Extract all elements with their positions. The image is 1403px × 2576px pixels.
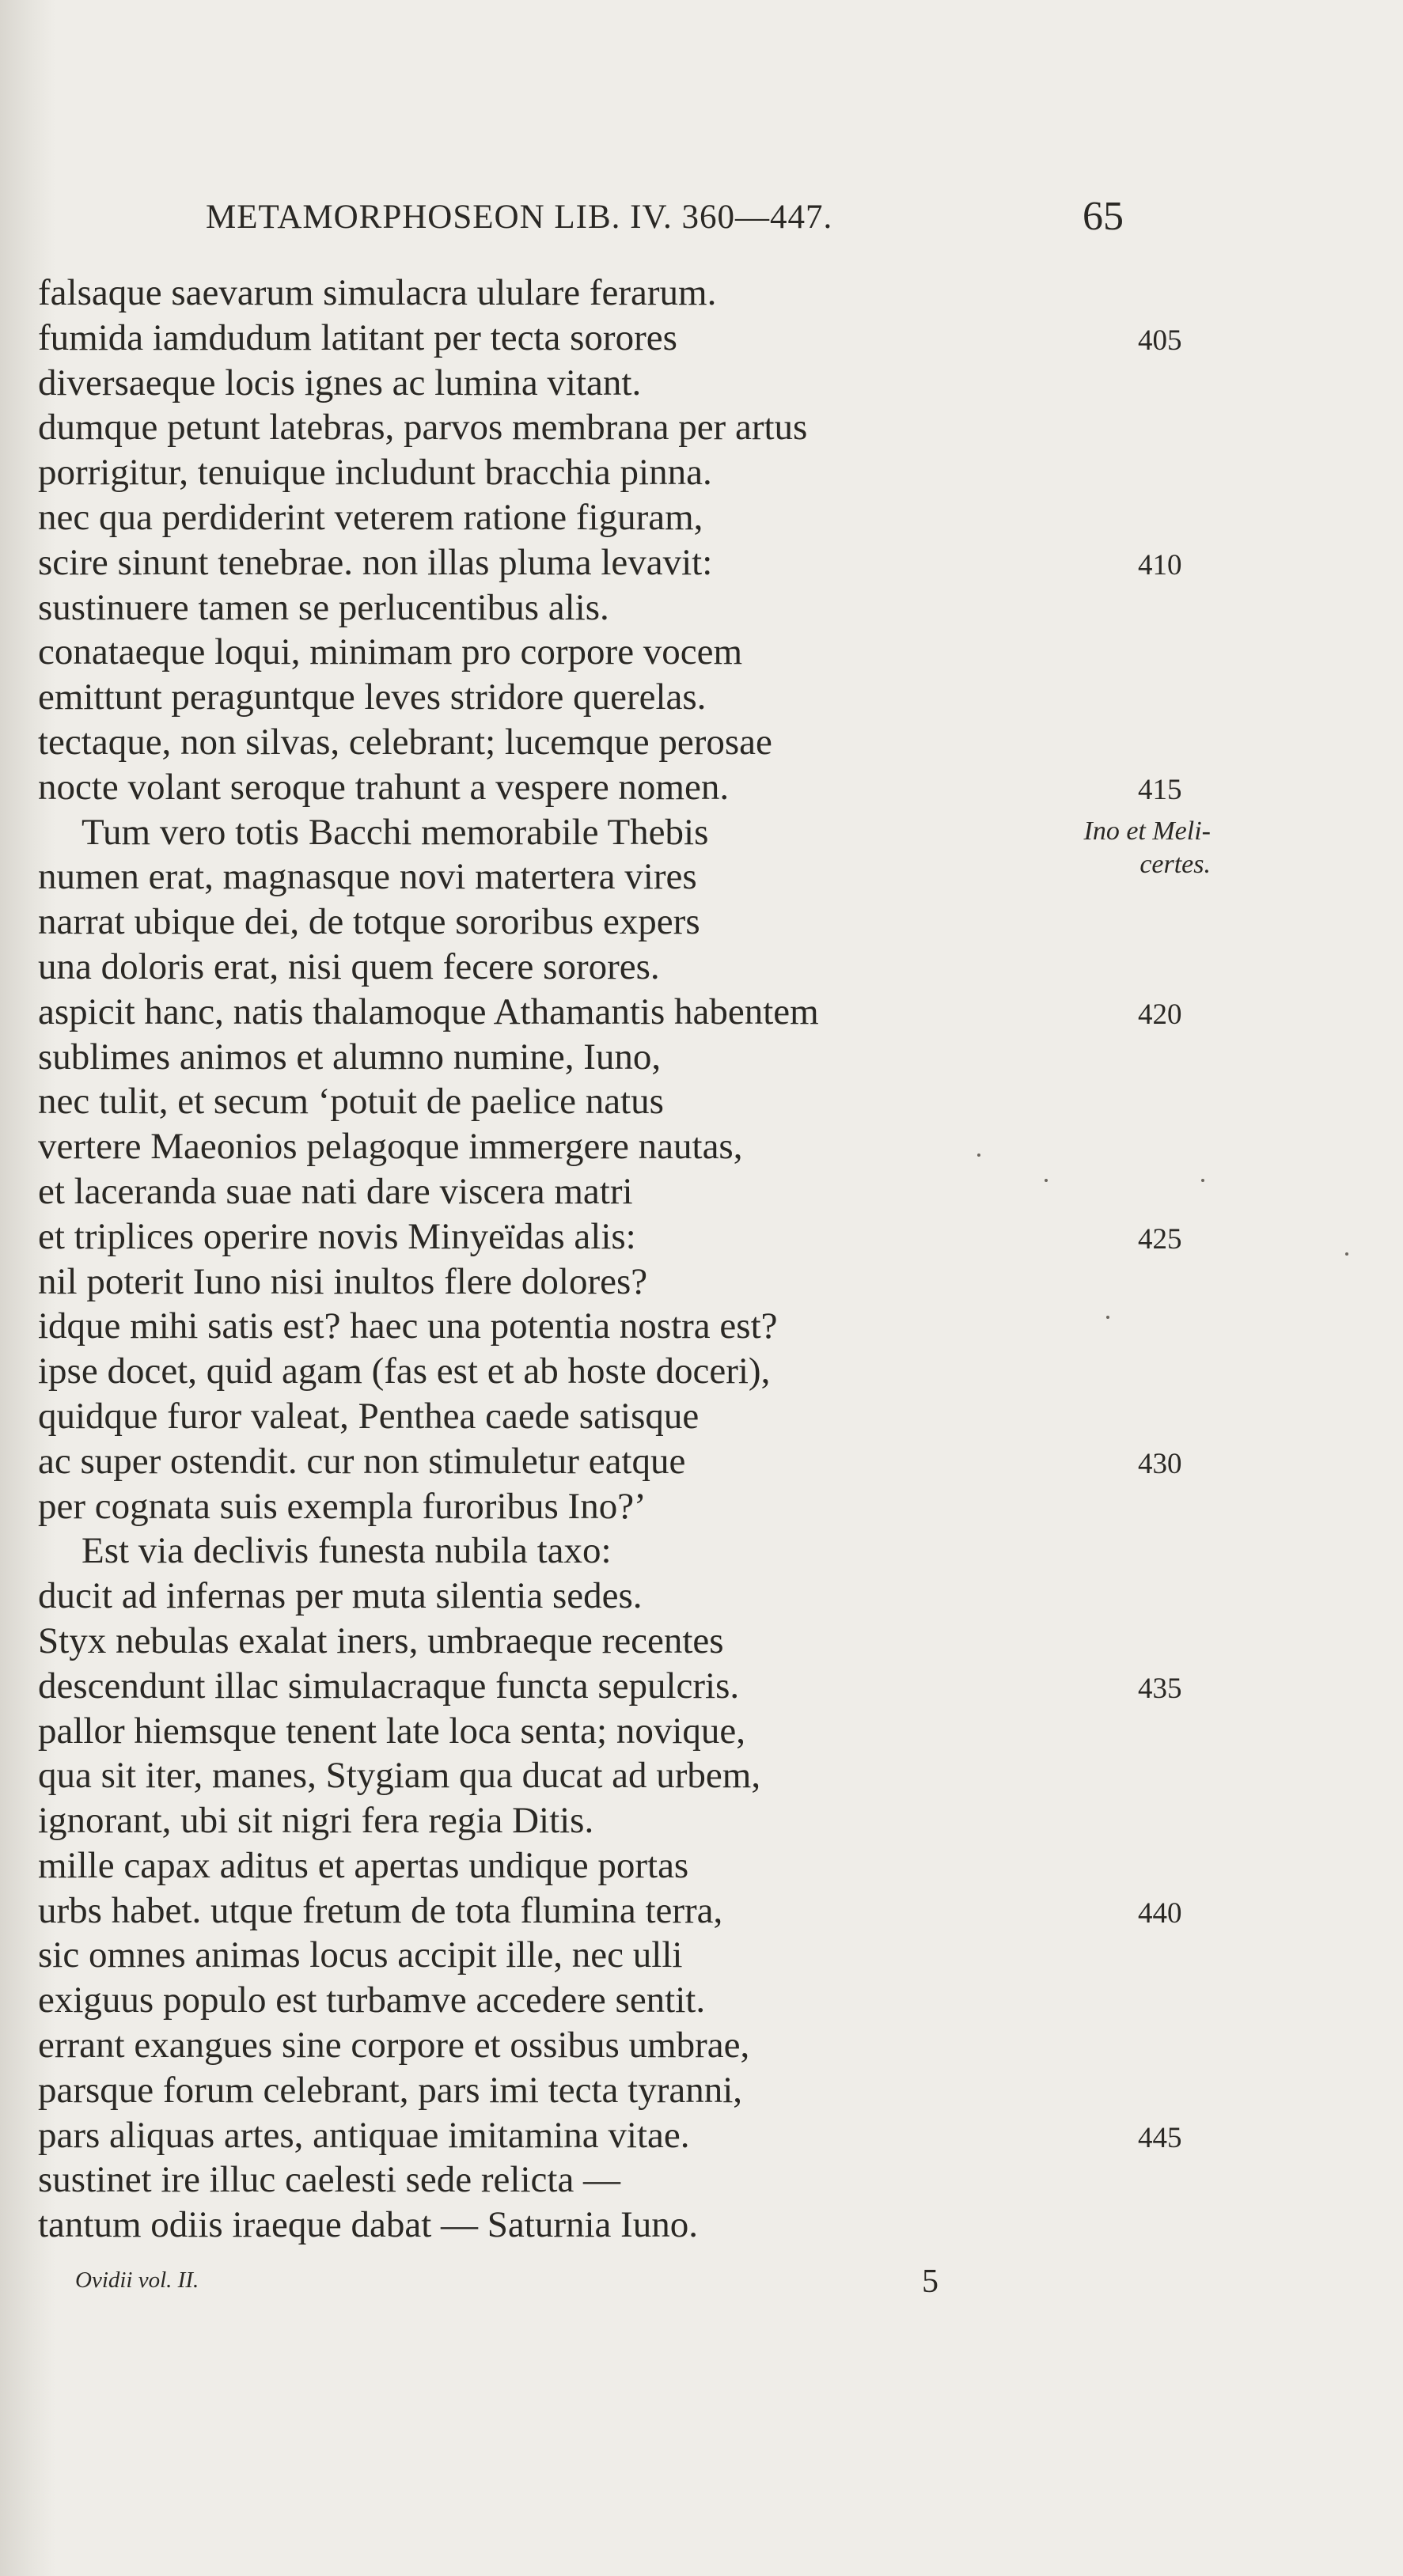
verse-line (38, 1079, 1067, 1124)
speck (1345, 1252, 1348, 1256)
verse-line (38, 765, 1182, 810)
verse-line (38, 1394, 1067, 1439)
page-header (206, 194, 1124, 245)
line-number: 415 (1138, 773, 1182, 806)
line-number: 420 (1138, 998, 1182, 1031)
verse-text: pars aliquas artes, antiquae imitamina vitae. (38, 2114, 690, 2156)
verse-text: porrigitur, tenuique includunt bracchia pinna. (38, 452, 712, 494)
verse-text: Est via declivis funesta nubila taxo: (82, 1530, 612, 1572)
line-number: 445 (1138, 2121, 1182, 2154)
verse-line (38, 2113, 1182, 2158)
verse-text: aspicit hanc, natis thalamoque Athamantis habentem (38, 991, 819, 1032)
verse-text: nocte volant seroque trahunt a vespere nomen. (38, 766, 730, 808)
verse-text: idque mihi satis est? haec una potentia nostra est? (38, 1305, 778, 1347)
verse-line (38, 1169, 1067, 1214)
verse-text: fumida iamdudum latitant per tecta sorores (38, 316, 677, 358)
verse-line (38, 990, 1182, 1035)
verse-text: una doloris erat, nisi quem fecere sorores. (38, 945, 660, 987)
verse-text: dumque petunt latebras, parvos membrana per artus (38, 407, 808, 449)
verse-line (38, 405, 1067, 450)
verse-text: tantum odiis iraeque dabat — Saturnia Iuno. (38, 2204, 699, 2246)
verse-text: numen erat, magnasque novi matertera vires (38, 856, 697, 898)
line-number: 435 (1138, 1672, 1182, 1705)
verse-line (38, 450, 1067, 495)
verse-text: falsaque saevarum simulacra ululare ferarum. (38, 272, 717, 313)
verse-line (38, 1214, 1182, 1260)
verse-text: qua sit iter, manes, Stygiam qua ducat ad urbem, (38, 1755, 761, 1797)
verse-text: exiguus populo est turbamve accedere sentit. (38, 1979, 706, 2021)
verse-text: per cognata suis exempla furoribus Ino?’ (38, 1485, 647, 1527)
verse-line (38, 675, 1067, 720)
margin-note-line: Ino et Meli- (1083, 816, 1211, 846)
verse-line (38, 945, 1067, 990)
verse-line (38, 2023, 1067, 2068)
verse-line (38, 1888, 1182, 1934)
verse-text: parsque forum celebrant, pars imi tecta tyranni, (38, 2069, 743, 2111)
verse-line (38, 1035, 1067, 1080)
speck (1201, 1179, 1204, 1182)
verse-line (38, 810, 1067, 855)
speck (1106, 1316, 1109, 1319)
verse-text: sic omnes animas locus accipit ille, nec ulli (38, 1934, 683, 1976)
line-number: 405 (1138, 324, 1182, 357)
verse-text: sustinuere tamen se perlucentibus alis. (38, 586, 609, 628)
verse-text: et laceranda suae nati dare viscera matri (38, 1170, 633, 1212)
verse-line (38, 2203, 1067, 2248)
verse-text: ducit ad infernas per muta silentia sedes. (38, 1575, 643, 1617)
verse-text: narrat ubique dei, de totque sororibus expers (38, 901, 700, 943)
verse-line (38, 1574, 1067, 1619)
verse-line (38, 630, 1067, 675)
verse-line (38, 316, 1182, 361)
verse-text: nil poterit Iuno nisi inultos flere dolores? (38, 1260, 648, 1302)
speck (1045, 1179, 1048, 1182)
verse-line (38, 1664, 1182, 1709)
verse-text: emittunt peraguntque leves stridore querelas. (38, 676, 707, 718)
page-footer (75, 2263, 961, 2302)
verse-text: descendunt illac simulacraque functa sepulcris. (38, 1665, 740, 1707)
verse-line (38, 720, 1067, 765)
verse-text: Styx nebulas exalat iners, umbraeque recentes (38, 1619, 724, 1661)
verse-line (38, 1260, 1067, 1305)
verse-text: diversaeque locis ignes ac lumina vitant. (38, 362, 642, 403)
verse-line (38, 1349, 1067, 1394)
verse-text: sustinet ire illuc caelesti sede relicta — (38, 2159, 621, 2201)
verse-line (38, 495, 1067, 540)
verse-text: mille capax aditus et apertas undique portas (38, 1844, 689, 1886)
page-number: 65 (1083, 194, 1124, 239)
verse-text: ignorant, ubi sit nigri fera regia Ditis. (38, 1800, 594, 1842)
verse-line (38, 854, 1067, 900)
verse-text: pallor hiemsque tenent late loca senta; novique, (38, 1710, 746, 1752)
verse-line (38, 540, 1182, 585)
margin-note-line: certes. (1139, 850, 1211, 879)
margin-note (973, 815, 1211, 881)
verse-line (38, 1798, 1067, 1843)
verse-text: vertere Maeonios pelagoque immergere nautas, (38, 1126, 743, 1168)
verse-line (38, 1439, 1182, 1484)
verse-line (38, 1843, 1067, 1888)
verse-text: nec qua perdiderint veterem ratione figuram, (38, 496, 703, 538)
verse-line (38, 585, 1067, 631)
verse-line (38, 361, 1067, 406)
verse-line (38, 1124, 1067, 1169)
verse-text: ipse docet, quid agam (fas est et ab hoste doceri), (38, 1351, 771, 1392)
line-number: 425 (1138, 1222, 1182, 1256)
verse-line (38, 1619, 1067, 1664)
verse-line (38, 2157, 1067, 2203)
verse-line (38, 1484, 1067, 1529)
verse-text: errant exangues sine corpore et ossibus umbrae, (38, 2025, 750, 2066)
verse-text: quidque furor valeat, Penthea caede satisque (38, 1395, 700, 1437)
verse-text: sublimes animos et alumno numine, Iuno, (38, 1036, 662, 1078)
verse-line (38, 1978, 1067, 2023)
verse-line (38, 271, 1067, 316)
verse-text: et triplices operire novis Minyeïdas alis: (38, 1215, 636, 1257)
verse-text: urbs habet. utque fretum de tota flumina terra, (38, 1889, 723, 1931)
running-title: METAMORPHOSEON LIB. IV. 360—447. (206, 199, 833, 236)
verse-text: tectaque, non silvas, celebrant; lucemque perosae (38, 721, 772, 763)
verse-line (38, 1753, 1067, 1798)
line-number: 430 (1138, 1447, 1182, 1480)
signature-mark: 5 (922, 2263, 938, 2300)
verse-text: scire sinunt tenebrae. non illas pluma levavit: (38, 541, 713, 583)
verse-line (38, 2068, 1067, 2113)
speck (977, 1154, 980, 1157)
verse-text: ac super ostendit. cur non stimuletur eatque (38, 1440, 686, 1482)
verse-line (38, 1304, 1067, 1349)
verse-line (38, 1529, 1067, 1574)
verse-line (38, 1709, 1067, 1754)
verse-text: conataeque loqui, minimam pro corpore vocem (38, 631, 743, 673)
verse-text: nec tulit, et secum ‘potuit de paelice natus (38, 1081, 664, 1123)
line-number: 440 (1138, 1896, 1182, 1930)
verse-text: Tum vero totis Bacchi memorabile Thebis (82, 811, 709, 853)
verse-line (38, 900, 1067, 945)
signature-note: Ovidii vol. II. (75, 2267, 199, 2293)
line-number: 410 (1138, 548, 1182, 581)
verse-line (38, 1933, 1067, 1978)
